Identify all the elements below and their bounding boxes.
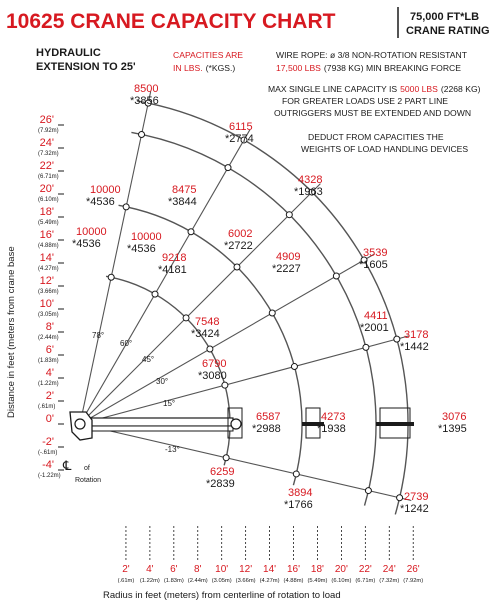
boom-ray bbox=[80, 336, 408, 424]
y-tick-m: (4.27m) bbox=[38, 266, 59, 272]
capacity-lbs: 3894 bbox=[288, 487, 313, 499]
x-axis-title: Radius in feet (meters) from centerline of rotation to load bbox=[103, 590, 341, 601]
x-tick-ft: 18' bbox=[310, 564, 324, 575]
y-tick-m: (3.05m) bbox=[38, 312, 59, 318]
y-tick-m: (2.44m) bbox=[38, 335, 59, 341]
y-tick-ft: 24' bbox=[39, 137, 54, 149]
x-tick-ft: 6' bbox=[170, 564, 178, 575]
x-axis-ticks bbox=[118, 526, 424, 584]
capacity-lbs: 4411 bbox=[364, 310, 388, 322]
rotation-label-line2: Rotation bbox=[75, 477, 102, 484]
deduct-note-line2: WEIGHTS OF LOAD HANDLING DEVICES bbox=[301, 144, 469, 154]
capacity-lbs: 4273 bbox=[321, 411, 346, 423]
boom-ray bbox=[80, 184, 320, 424]
capacity-kgs: *3080 bbox=[198, 370, 227, 382]
y-tick bbox=[38, 390, 64, 410]
capacity-label bbox=[438, 411, 467, 435]
x-tick-ft: 24' bbox=[382, 564, 396, 575]
rotation-label-line1: of bbox=[84, 465, 90, 472]
boom-angle-label: 78° bbox=[92, 331, 105, 340]
boom-ray bbox=[80, 424, 411, 500]
capacity-label bbox=[198, 358, 227, 382]
y-tick-ft: -4' bbox=[42, 459, 54, 471]
y-tick-ft: 18' bbox=[39, 206, 54, 218]
capacity-kgs: *1442 bbox=[400, 341, 429, 353]
load-point bbox=[152, 291, 158, 297]
capacity-kgs: *4536 bbox=[127, 243, 156, 255]
capacity-kgs: *1395 bbox=[438, 423, 467, 435]
page-title: 10625 CRANE CAPACITY CHART bbox=[6, 10, 336, 33]
y-tick-m: (5.49m) bbox=[38, 220, 59, 226]
capacity-lbs: 6790 bbox=[202, 358, 227, 370]
capacity-lbs: 9218 bbox=[162, 252, 187, 264]
x-tick-ft: 8' bbox=[194, 564, 202, 575]
capacity-kgs: *2988 bbox=[252, 423, 281, 435]
y-tick-ft: 8' bbox=[45, 321, 54, 333]
capacities-note-line1: CAPACITIES ARE bbox=[173, 50, 244, 60]
y-tick bbox=[38, 137, 64, 157]
load-point bbox=[269, 310, 275, 316]
capacity-kgs: *2722 bbox=[224, 240, 253, 252]
load-point bbox=[123, 204, 129, 210]
y-tick-m: (6.71m) bbox=[38, 174, 59, 180]
y-tick-m: (1.83m) bbox=[38, 358, 59, 364]
capacity-label bbox=[206, 466, 235, 490]
capacity-lbs: 6587 bbox=[256, 411, 281, 423]
y-tick bbox=[38, 321, 64, 341]
capacity-lbs: 8500 bbox=[134, 83, 159, 95]
x-tick-m: (6.71m) bbox=[355, 578, 376, 584]
y-tick-ft: 20' bbox=[39, 183, 54, 195]
y-tick-m: (.61m) bbox=[38, 404, 56, 410]
x-tick-ft: 12' bbox=[239, 564, 253, 575]
capacity-lbs: 10000 bbox=[131, 231, 162, 243]
x-tick-m: (3.66m) bbox=[235, 578, 256, 584]
x-tick bbox=[379, 526, 399, 584]
capacity-label bbox=[400, 329, 429, 353]
capacity-label bbox=[294, 174, 323, 198]
x-tick-m: (4.27m) bbox=[259, 578, 280, 584]
capacity-kgs: *1242 bbox=[400, 503, 429, 515]
load-point bbox=[223, 455, 229, 461]
boom-section-2 bbox=[83, 426, 233, 431]
capacity-kgs: *4536 bbox=[86, 196, 115, 208]
y-tick-ft: 16' bbox=[39, 229, 54, 241]
capacity-lbs: 3539 bbox=[363, 247, 388, 259]
capacity-lbs: 10000 bbox=[90, 184, 121, 196]
capacity-label bbox=[158, 252, 187, 276]
capacity-lbs: 10000 bbox=[76, 226, 107, 238]
x-tick bbox=[355, 526, 375, 584]
x-tick-ft: 4' bbox=[146, 564, 154, 575]
x-tick-m: (1.22m) bbox=[139, 578, 160, 584]
y-tick bbox=[38, 229, 64, 249]
capacity-kgs: *1963 bbox=[294, 186, 323, 198]
y-tick bbox=[38, 252, 64, 272]
x-tick-ft: 20' bbox=[334, 564, 348, 575]
capacity-kgs: *2774 bbox=[225, 133, 254, 145]
y-tick-m: (1.22m) bbox=[38, 381, 59, 387]
y-tick-ft: 6' bbox=[45, 344, 54, 356]
capacity-lbs: 6115 bbox=[229, 121, 253, 133]
load-point bbox=[207, 346, 213, 352]
x-tick-m: (4.88m) bbox=[283, 578, 304, 584]
centerline-symbol: ℄ bbox=[63, 459, 72, 474]
capacity-label bbox=[224, 228, 253, 252]
reach-arcs bbox=[106, 101, 408, 514]
x-tick bbox=[331, 526, 351, 584]
y-tick bbox=[38, 459, 64, 479]
x-tick bbox=[118, 526, 135, 584]
y-tick bbox=[38, 114, 64, 134]
boom-angle-label: -13° bbox=[165, 445, 180, 454]
capacity-lbs: 3076 bbox=[442, 411, 467, 423]
greater-loads-note: FOR GREATER LOADS USE 2 PART LINE bbox=[282, 96, 449, 106]
x-tick-m: (.61m) bbox=[117, 578, 135, 584]
boom-tip-sheave bbox=[231, 419, 241, 429]
capacities-note-line2: IN LBS. (*KGS.) bbox=[173, 63, 236, 73]
load-point bbox=[363, 344, 369, 350]
y-tick-m: (7.32m) bbox=[38, 151, 59, 157]
y-tick-ft: 2' bbox=[45, 390, 54, 402]
capacity-kgs: *3856 bbox=[130, 95, 159, 107]
x-tick-m: (7.92m) bbox=[403, 578, 424, 584]
boom-angle-label: 60° bbox=[120, 339, 133, 348]
load-point bbox=[234, 264, 240, 270]
x-tick bbox=[403, 526, 423, 584]
x-tick-m: (7.32m) bbox=[379, 578, 400, 584]
load-point bbox=[188, 229, 194, 235]
capacity-lbs: 4328 bbox=[298, 174, 323, 186]
y-tick-m: (4.88m) bbox=[38, 243, 59, 249]
y-tick-ft: 26' bbox=[39, 114, 54, 126]
capacity-label bbox=[130, 83, 159, 107]
capacity-label bbox=[168, 184, 197, 208]
deduct-note-line1: DEDUCT FROM CAPACITIES THE bbox=[308, 132, 444, 142]
x-tick-m: (5.49m) bbox=[307, 578, 328, 584]
capacity-label bbox=[284, 487, 313, 511]
capacity-label bbox=[86, 184, 121, 208]
breaking-force-note: 17,500 LBS (7938 KG) MIN BREAKING FORCE bbox=[276, 63, 461, 73]
y-tick-ft: 12' bbox=[39, 275, 54, 287]
x-tick bbox=[236, 526, 256, 584]
crane-rating-label: CRANE RATING bbox=[406, 25, 490, 37]
capacity-lbs: 2739 bbox=[404, 491, 429, 503]
y-tick-ft: 10' bbox=[39, 298, 54, 310]
capacity-kgs: *2227 bbox=[272, 263, 301, 275]
y-tick bbox=[38, 183, 64, 203]
angle-labels bbox=[92, 331, 180, 454]
capacity-label bbox=[225, 121, 254, 145]
x-tick-m: (1.83m) bbox=[163, 578, 184, 584]
load-point bbox=[397, 495, 403, 501]
hydraulic-label: HYDRAULIC bbox=[36, 47, 101, 59]
capacity-kgs: *2001 bbox=[360, 322, 389, 334]
y-tick-m: (7.92m) bbox=[38, 128, 59, 134]
y-tick-ft: 22' bbox=[39, 160, 54, 172]
y-axis-ticks bbox=[38, 114, 64, 479]
x-tick-m: (2.44m) bbox=[187, 578, 208, 584]
load-point bbox=[225, 165, 231, 171]
boom-ray bbox=[80, 91, 151, 424]
x-tick-ft: 22' bbox=[358, 564, 372, 575]
capacity-kgs: *3844 bbox=[168, 196, 197, 208]
capacity-label bbox=[72, 226, 107, 250]
capacity-kgs: *3424 bbox=[191, 328, 220, 340]
capacity-label bbox=[191, 316, 220, 340]
y-tick bbox=[38, 298, 64, 318]
x-tick-ft: 10' bbox=[215, 564, 229, 575]
y-tick bbox=[38, 367, 64, 387]
y-tick bbox=[46, 413, 64, 425]
wire-rope-note: WIRE ROPE: ø 3/8 NON-ROTATION RESISTANT bbox=[276, 50, 467, 60]
capacity-kgs: *2839 bbox=[206, 478, 235, 490]
load-point bbox=[286, 212, 292, 218]
x-tick-m: (6.10m) bbox=[331, 578, 352, 584]
capacity-kgs: *4181 bbox=[158, 264, 187, 276]
capacity-lbs: 6002 bbox=[228, 228, 253, 240]
capacity-label bbox=[272, 251, 301, 275]
x-tick-ft: 26' bbox=[406, 564, 420, 575]
capacity-lbs: 3178 bbox=[404, 329, 429, 341]
load-point bbox=[333, 273, 339, 279]
load-point bbox=[108, 274, 114, 280]
x-tick bbox=[260, 526, 280, 584]
capacity-label bbox=[360, 310, 389, 334]
y-tick bbox=[38, 344, 64, 364]
boom-section-1 bbox=[83, 418, 233, 426]
x-tick-ft: 16' bbox=[286, 564, 301, 575]
x-tick bbox=[140, 526, 160, 584]
y-tick-m: (-1.22m) bbox=[38, 473, 61, 479]
crane-rating-value: 75,000 FT*LB bbox=[410, 11, 480, 23]
load-point bbox=[291, 364, 297, 370]
boom-angle-label: 15° bbox=[163, 399, 176, 408]
x-tick-m: (3.05m) bbox=[211, 578, 232, 584]
capacity-kgs: *1605 bbox=[359, 259, 388, 271]
y-tick-m: (-.61m) bbox=[38, 450, 58, 456]
max-single-line-note: MAX SINGLE LINE CAPACITY IS 5000 LBS (2268 KG) bbox=[268, 84, 481, 94]
load-point bbox=[365, 488, 371, 494]
capacity-lbs: 6259 bbox=[210, 466, 235, 478]
boom-angle-label: 30° bbox=[156, 377, 169, 386]
y-tick-ft: 0' bbox=[45, 413, 54, 425]
capacity-label bbox=[317, 411, 346, 435]
y-tick bbox=[38, 275, 64, 295]
y-tick bbox=[38, 160, 64, 180]
extension-label: EXTENSION TO 25' bbox=[36, 61, 136, 73]
x-tick bbox=[188, 526, 208, 584]
capacity-label bbox=[127, 231, 162, 255]
capacity-lbs: 8475 bbox=[172, 184, 197, 196]
y-tick-ft: 14' bbox=[39, 252, 54, 264]
boom-angle-label: 45° bbox=[142, 355, 155, 364]
rotation-pivot bbox=[75, 419, 85, 429]
y-tick-ft: 4' bbox=[45, 367, 54, 379]
x-tick bbox=[212, 526, 232, 584]
x-tick-ft: 14' bbox=[263, 564, 277, 575]
load-point bbox=[394, 336, 400, 342]
capacity-kgs: *1938 bbox=[317, 423, 346, 435]
capacity-label bbox=[400, 491, 429, 515]
capacity-label bbox=[252, 411, 281, 435]
capacity-kgs: *4536 bbox=[72, 238, 101, 250]
y-axis-title: Distance in feet (meters from crane base bbox=[6, 246, 17, 418]
load-point bbox=[139, 131, 145, 137]
y-tick-ft: -2' bbox=[42, 436, 54, 448]
y-tick-m: (6.10m) bbox=[38, 197, 59, 203]
y-tick-m: (3.66m) bbox=[38, 289, 59, 295]
capacity-lbs: 4909 bbox=[276, 251, 301, 263]
y-tick bbox=[38, 436, 64, 456]
load-point bbox=[183, 315, 189, 321]
y-tick bbox=[38, 206, 64, 226]
capacity-lbs: 7548 bbox=[195, 316, 220, 328]
x-tick-ft: 2' bbox=[122, 564, 130, 575]
x-tick bbox=[284, 526, 304, 584]
outriggers-note: OUTRIGGERS MUST BE EXTENDED AND DOWN bbox=[274, 108, 472, 118]
load-point bbox=[222, 382, 228, 388]
capacity-label bbox=[359, 247, 388, 271]
x-tick bbox=[164, 526, 184, 584]
x-tick bbox=[307, 526, 327, 584]
load-point bbox=[293, 471, 299, 477]
capacity-kgs: *1766 bbox=[284, 499, 313, 511]
